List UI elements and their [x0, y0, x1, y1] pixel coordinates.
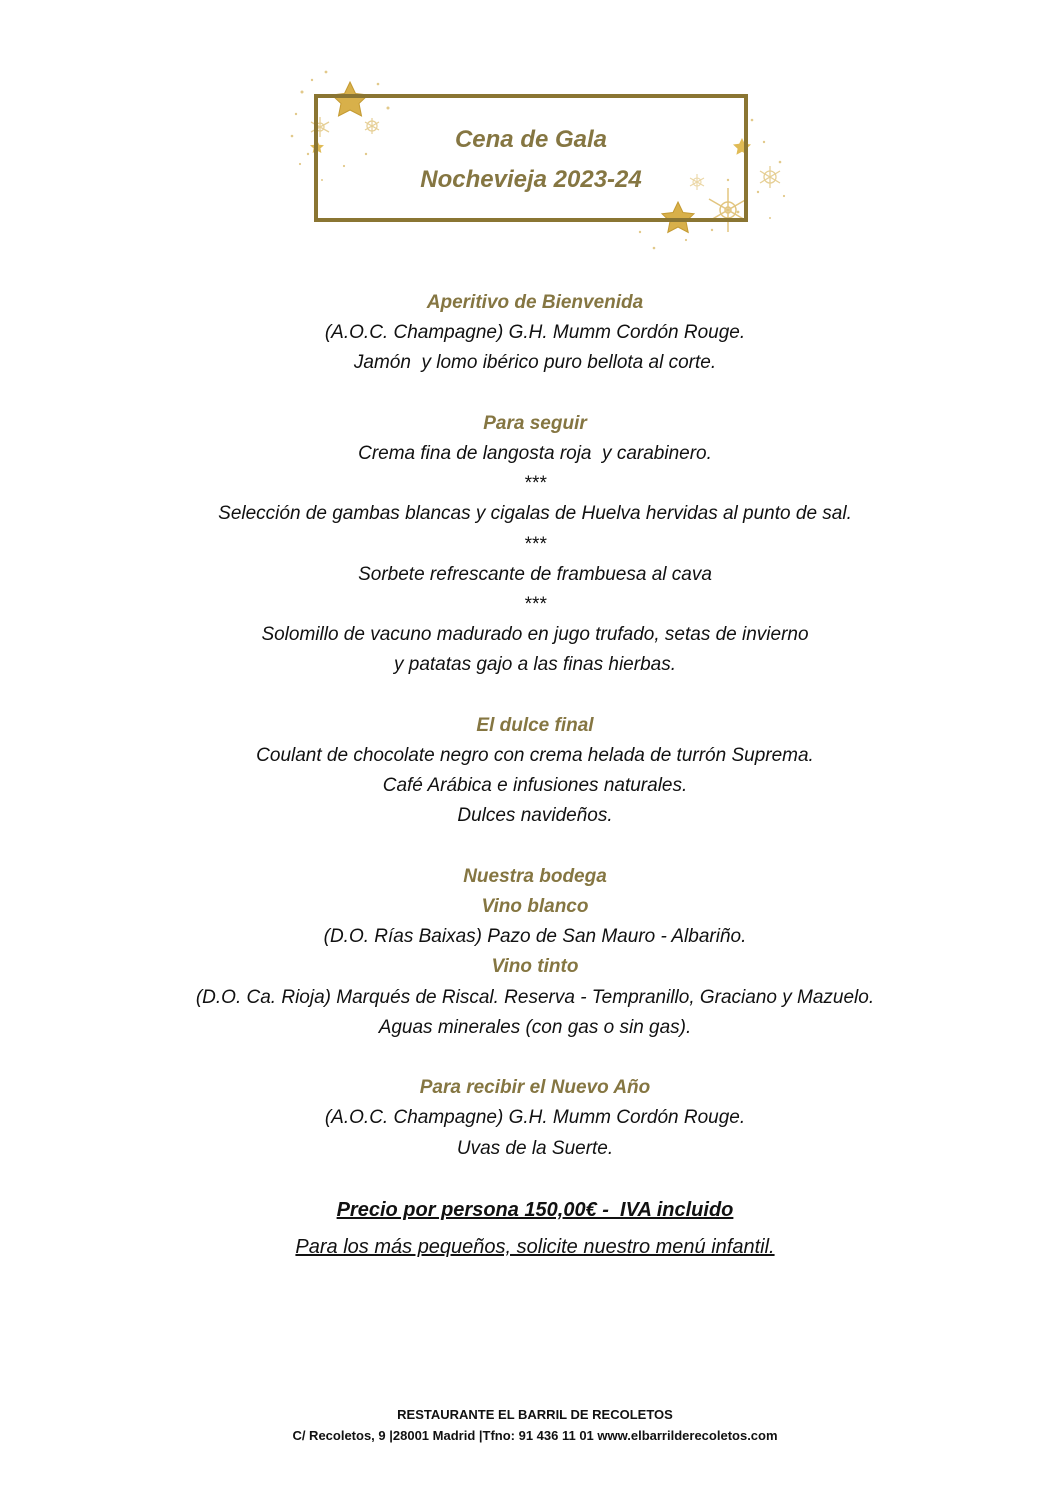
footer-address: C/ Recoletos, 9 |28001 Madrid |Tfno: 91 436 11 01 www.elbarrilderecoletos.com [292, 1428, 778, 1443]
kids-menu-note: Para los más pequeños, solicite nuestro menú infantil. [295, 1236, 775, 1258]
title-frame [314, 94, 748, 222]
menu-subtitle: Nochevieja 2023-24 [420, 166, 642, 193]
menu-item: (A.O.C. Champagne) G.H. Mumm Cordón Rouge. [324, 1107, 746, 1129]
menu-item: Solomillo de vacuno madurado en jugo trufado, setas de invierno [261, 624, 809, 646]
menu-item: Aguas minerales (con gas o sin gas). [378, 1016, 692, 1038]
footer-restaurant-name: RESTAURANTE EL BARRIL DE RECOLETOS [397, 1407, 673, 1422]
menu-body [100, 288, 970, 1164]
menu-item: y patatas gajo a las finas hierbas. [393, 654, 676, 676]
snowflake-icon [760, 166, 780, 188]
subheading-vino-blanco: Vino blanco [481, 896, 589, 918]
section-heading-dulce: El dulce final [476, 714, 594, 736]
section-heading-nuevo-ano: Para recibir el Nuevo Año [419, 1077, 651, 1099]
menu-item: Selección de gambas blancas y cigalas de Huelva hervidas al punto de sal. [218, 503, 852, 525]
section-heading-bodega: Nuestra bodega [463, 865, 607, 887]
menu-item: Uvas de la Suerte. [456, 1137, 614, 1159]
menu-item: Crema fina de langosta roja y carabinero. [358, 443, 712, 464]
menu-title: Cena de Gala [454, 126, 608, 153]
section-heading-aperitivo: Aperitivo de Bienvenida [426, 292, 644, 313]
separator: *** [523, 533, 547, 555]
section-heading-seguir: Para seguir [483, 412, 587, 434]
subheading-vino-tinto: Vino tinto [491, 956, 579, 978]
menu-item: Sorbete refrescante de frambuesa al cava [358, 563, 712, 585]
menu-item: (D.O. Ca. Rioja) Marqués de Riscal. Reserva - Tempranillo, Graciano y Mazuelo. [195, 986, 875, 1008]
menu-item: Coulant de chocolate negro con crema helada de turrón Suprema. [256, 745, 814, 767]
menu-item: Jamón y lomo ibérico puro bellota al corte. [353, 352, 717, 374]
separator: *** [523, 473, 547, 495]
separator: *** [523, 594, 547, 616]
menu-item: Dulces navideños. [457, 805, 613, 827]
menu-item: (A.O.C. Champagne) G.H. Mumm Cordón Rouge. [324, 322, 746, 344]
menu-item: Café Arábica e infusiones naturales. [382, 775, 688, 797]
menu-item: (D.O. Rías Baixas) Pazo de San Mauro - Albariño. [323, 926, 747, 948]
price-line: Precio por persona 150,00€ - IVA incluido [336, 1199, 734, 1221]
